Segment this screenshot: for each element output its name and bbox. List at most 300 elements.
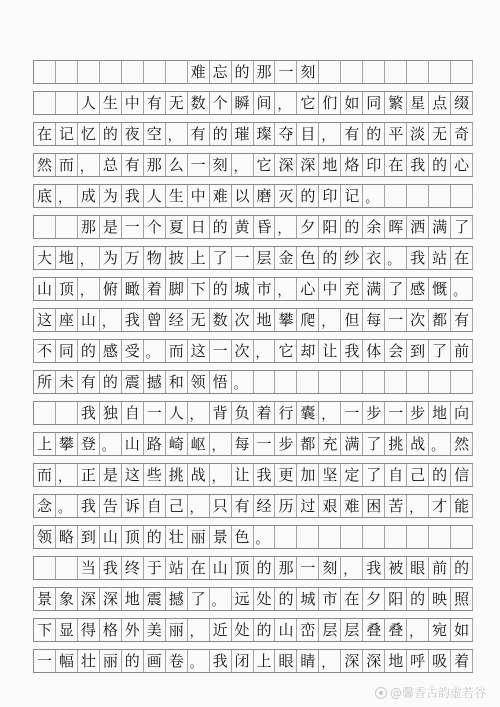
grid-cell-empty xyxy=(319,61,341,83)
grid-cell: 我 xyxy=(210,650,232,672)
grid-cell: 一 xyxy=(232,247,254,269)
grid-row xyxy=(33,308,473,332)
grid-cell-empty xyxy=(363,61,385,83)
grid-cell-empty xyxy=(407,526,429,548)
grid-cell-empty xyxy=(275,371,297,393)
grid-cell: 然 xyxy=(451,433,473,455)
grid-row xyxy=(33,432,473,456)
grid-cell: 那 xyxy=(275,557,297,579)
grid-cell: 山 xyxy=(210,557,232,579)
grid-cell: ， xyxy=(254,340,276,362)
grid-cell: 挑 xyxy=(166,464,188,486)
grid-cell: ， xyxy=(319,650,341,672)
grid-cell: 。 xyxy=(451,278,473,300)
grid-cell: 有 xyxy=(232,495,254,517)
grid-cell: 经 xyxy=(254,495,276,517)
grid-cell-empty xyxy=(56,216,78,238)
grid-cell: 自 xyxy=(385,464,407,486)
grid-cell: 次 xyxy=(407,309,429,331)
grid-cell: 山 xyxy=(100,526,122,548)
grid-cell: 夕 xyxy=(297,216,319,238)
grid-cell-empty xyxy=(429,526,451,548)
grid-cell: 如 xyxy=(341,92,363,114)
grid-cell: 无 xyxy=(188,309,210,331)
grid-cell: 一 xyxy=(341,402,363,424)
grid-cell: 向 xyxy=(451,402,473,424)
grid-cell: 了 xyxy=(385,278,407,300)
grid-cell: 我 xyxy=(363,557,385,579)
grid-cell: 了 xyxy=(363,433,385,455)
grid-cell: 总 xyxy=(100,154,122,176)
grid-cell: 大 xyxy=(34,247,56,269)
grid-cell: 么 xyxy=(166,154,188,176)
grid-cell: 丽 xyxy=(166,619,188,641)
grid-cell-empty xyxy=(56,92,78,114)
grid-cell: 当 xyxy=(78,557,100,579)
grid-cell: 的 xyxy=(275,588,297,610)
grid-cell: 纱 xyxy=(341,247,363,269)
grid-cell: ， xyxy=(319,402,341,424)
grid-cell: 映 xyxy=(429,588,451,610)
grid-cell-empty xyxy=(429,185,451,207)
grid-cell: 。 xyxy=(232,371,254,393)
grid-cell: 顶 xyxy=(232,557,254,579)
grid-row xyxy=(33,91,473,115)
grid-cell: 象 xyxy=(56,588,78,610)
grid-cell: 独 xyxy=(100,402,122,424)
grid-row xyxy=(33,339,473,363)
grid-cell: ， xyxy=(188,402,210,424)
grid-cell: 感 xyxy=(100,340,122,362)
grid-cell: 。 xyxy=(429,433,451,455)
grid-cell: 繁 xyxy=(385,92,407,114)
grid-cell: 处 xyxy=(254,588,276,610)
grid-cell: 过 xyxy=(297,495,319,517)
grid-cell: 地 xyxy=(254,309,276,331)
grid-cell-empty xyxy=(56,557,78,579)
grid-row xyxy=(33,153,473,177)
grid-cell-empty xyxy=(407,185,429,207)
grid-cell: 只 xyxy=(210,495,232,517)
grid-cell: 璀 xyxy=(232,123,254,145)
grid-cell: 的 xyxy=(232,61,254,83)
grid-cell: 一 xyxy=(254,433,276,455)
grid-cell: 艰 xyxy=(319,495,341,517)
grid-cell: 刻 xyxy=(210,154,232,176)
grid-cell: 的 xyxy=(254,557,276,579)
grid-cell: 满 xyxy=(363,278,385,300)
grid-cell: 层 xyxy=(319,619,341,641)
grid-cell: 如 xyxy=(451,619,473,641)
grid-cell: 显 xyxy=(56,619,78,641)
grid-row xyxy=(33,122,473,146)
grid-cell: 层 xyxy=(341,619,363,641)
grid-cell: 同 xyxy=(363,92,385,114)
grid-cell: 体 xyxy=(363,340,385,362)
grid-cell: 一 xyxy=(34,650,56,672)
grid-cell: 美 xyxy=(144,619,166,641)
grid-cell: ， xyxy=(100,309,122,331)
grid-cell: 个 xyxy=(210,92,232,114)
grid-cell: 阳 xyxy=(385,588,407,610)
grid-cell: 丽 xyxy=(100,650,122,672)
grid-cell: 所 xyxy=(34,371,56,393)
grid-row xyxy=(33,370,473,394)
grid-cell: 心 xyxy=(451,154,473,176)
grid-cell: 烙 xyxy=(341,154,363,176)
grid-cell: 而 xyxy=(56,154,78,176)
grid-cell-empty xyxy=(363,371,385,393)
grid-cell: 悟 xyxy=(210,371,232,393)
grid-cell: 星 xyxy=(407,92,429,114)
grid-cell: 让 xyxy=(232,464,254,486)
grid-cell: 有 xyxy=(144,92,166,114)
grid-cell: 我 xyxy=(407,247,429,269)
grid-cell: 宛 xyxy=(429,619,451,641)
grid-cell: 而 xyxy=(166,340,188,362)
grid-cell: 闭 xyxy=(232,650,254,672)
grid-cell: 在 xyxy=(385,154,407,176)
grid-cell: 淡 xyxy=(407,123,429,145)
grid-cell: 背 xyxy=(210,402,232,424)
grid-cell: 一 xyxy=(144,402,166,424)
grid-cell: 诉 xyxy=(122,495,144,517)
grid-cell: 难 xyxy=(210,185,232,207)
grid-cell: 中 xyxy=(122,92,144,114)
grid-cell: 叠 xyxy=(385,619,407,641)
grid-row xyxy=(33,184,473,208)
grid-cell-empty xyxy=(297,526,319,548)
grid-cell: 到 xyxy=(78,526,100,548)
grid-cell: 余 xyxy=(363,216,385,238)
grid-cell: 得 xyxy=(78,619,100,641)
grid-cell-empty xyxy=(407,371,429,393)
grid-cell: 在 xyxy=(34,123,56,145)
grid-cell-empty xyxy=(429,61,451,83)
grid-cell: 的 xyxy=(297,185,319,207)
grid-cell: 市 xyxy=(254,278,276,300)
grid-cell-empty xyxy=(100,61,122,83)
grid-cell: 我 xyxy=(100,557,122,579)
grid-cell: 底 xyxy=(34,185,56,207)
grid-cell: 人 xyxy=(78,92,100,114)
grid-cell: 山 xyxy=(34,278,56,300)
grid-cell: 夜 xyxy=(122,123,144,145)
grid-cell: 充 xyxy=(341,278,363,300)
grid-cell-empty xyxy=(407,61,429,83)
grid-cell: 俯 xyxy=(100,278,122,300)
grid-cell-empty xyxy=(319,371,341,393)
grid-cell: 深 xyxy=(341,650,363,672)
grid-cell: 生 xyxy=(100,92,122,114)
grid-cell: 终 xyxy=(122,557,144,579)
grid-cell-empty xyxy=(56,61,78,83)
grid-cell: 未 xyxy=(56,371,78,393)
grid-cell: 而 xyxy=(34,464,56,486)
grid-cell: 那 xyxy=(144,154,166,176)
grid-cell: 有 xyxy=(341,123,363,145)
grid-cell: ， xyxy=(78,154,100,176)
grid-cell: ， xyxy=(319,123,341,145)
grid-cell-empty xyxy=(34,557,56,579)
grid-cell: 深 xyxy=(78,588,100,610)
grid-cell: 日 xyxy=(188,216,210,238)
grid-cell: 呼 xyxy=(407,650,429,672)
grid-cell: 站 xyxy=(166,557,188,579)
grid-cell: 战 xyxy=(188,464,210,486)
grid-cell: 的 xyxy=(100,123,122,145)
grid-cell: 我 xyxy=(254,464,276,486)
grid-cell: 一 xyxy=(385,402,407,424)
grid-cell: 上 xyxy=(34,433,56,455)
grid-cell: 万 xyxy=(122,247,144,269)
grid-cell: 和 xyxy=(166,371,188,393)
grid-cell: 的 xyxy=(100,371,122,393)
grid-cell: 到 xyxy=(407,340,429,362)
grid-cell: 地 xyxy=(56,247,78,269)
grid-cell: 一 xyxy=(385,309,407,331)
grid-cell: ， xyxy=(56,185,78,207)
grid-cell: 目 xyxy=(297,123,319,145)
grid-cell: 上 xyxy=(254,650,276,672)
grid-cell: 都 xyxy=(429,309,451,331)
grid-cell: 山 xyxy=(122,433,144,455)
grid-cell: 外 xyxy=(122,619,144,641)
grid-cell: 那 xyxy=(254,61,276,83)
grid-cell: 夺 xyxy=(275,123,297,145)
grid-cell: 平 xyxy=(385,123,407,145)
grid-cell-empty xyxy=(34,216,56,238)
grid-cell: 撼 xyxy=(166,588,188,610)
grid-cell: 慨 xyxy=(429,278,451,300)
grid-cell: 是 xyxy=(100,464,122,486)
grid-cell: 忘 xyxy=(210,61,232,83)
grid-cell: 叠 xyxy=(363,619,385,641)
grid-cell: 领 xyxy=(188,371,210,393)
grid-cell: 壮 xyxy=(166,526,188,548)
grid-cell: 昏 xyxy=(254,216,276,238)
grid-cell: 一 xyxy=(297,557,319,579)
grid-cell: ， xyxy=(78,247,100,269)
grid-cell: 记 xyxy=(341,185,363,207)
grid-cell: ， xyxy=(275,278,297,300)
grid-cell: 壮 xyxy=(78,650,100,672)
grid-cell: ， xyxy=(275,92,297,114)
grid-cell: 在 xyxy=(451,247,473,269)
grid-cell: 无 xyxy=(429,123,451,145)
grid-cell-empty xyxy=(385,61,407,83)
grid-cell-empty xyxy=(34,402,56,424)
grid-cell-empty xyxy=(78,61,100,83)
grid-cell: 的 xyxy=(254,619,276,641)
grid-cell: 这 xyxy=(188,340,210,362)
grid-cell: 着 xyxy=(451,650,473,672)
grid-cell: 经 xyxy=(166,309,188,331)
grid-cell: 充 xyxy=(319,433,341,455)
grid-cell: 一 xyxy=(188,154,210,176)
grid-cell-empty xyxy=(451,371,473,393)
grid-cell: 磨 xyxy=(254,185,276,207)
grid-cell: 次 xyxy=(232,309,254,331)
grid-cell: 。 xyxy=(100,433,122,455)
grid-cell: 在 xyxy=(188,557,210,579)
grid-cell: 了 xyxy=(210,247,232,269)
grid-cell: 难 xyxy=(188,61,210,83)
grid-cell: 灭 xyxy=(275,185,297,207)
platform-logo-icon xyxy=(375,687,387,699)
grid-cell-empty xyxy=(451,185,473,207)
grid-cell: 爬 xyxy=(297,309,319,331)
grid-cell: 满 xyxy=(341,433,363,455)
grid-cell: 才 xyxy=(429,495,451,517)
grid-cell: 的 xyxy=(407,588,429,610)
watermark-text: @馨香古韵虚若谷 xyxy=(389,686,486,700)
grid-cell: 我 xyxy=(78,495,100,517)
grid-cell: 步 xyxy=(363,402,385,424)
grid-cell: 己 xyxy=(407,464,429,486)
grid-cell: 。 xyxy=(254,526,276,548)
grid-cell: ， xyxy=(188,619,210,641)
grid-cell: 行 xyxy=(275,402,297,424)
grid-cell: 璨 xyxy=(254,123,276,145)
grid-cell: 囊 xyxy=(297,402,319,424)
grid-cell: 奇 xyxy=(451,123,473,145)
grid-cell: 都 xyxy=(297,433,319,455)
grid-cell: 有 xyxy=(78,371,100,393)
grid-cell: 色 xyxy=(232,526,254,548)
grid-cell: 我 xyxy=(341,340,363,362)
grid-cell: 间 xyxy=(254,92,276,114)
grid-cell: 坚 xyxy=(319,464,341,486)
grid-cell: 。 xyxy=(210,588,232,610)
grid-cell: 深 xyxy=(275,154,297,176)
grid-cell-empty xyxy=(34,61,56,83)
grid-cell: ， xyxy=(407,619,429,641)
grid-cell: 为 xyxy=(100,185,122,207)
grid-cell: 略 xyxy=(56,526,78,548)
grid-cell: 远 xyxy=(232,588,254,610)
grid-cell: 的 xyxy=(429,154,451,176)
grid-cell: 难 xyxy=(341,495,363,517)
grid-cell: 了 xyxy=(188,588,210,610)
grid-cell: 画 xyxy=(144,650,166,672)
grid-cell: 印 xyxy=(363,154,385,176)
grid-cell-empty xyxy=(341,61,363,83)
manuscript-grid xyxy=(33,60,473,680)
grid-cell: 我 xyxy=(78,402,100,424)
grid-cell: 心 xyxy=(297,278,319,300)
grid-cell: 瞬 xyxy=(232,92,254,114)
grid-cell-empty xyxy=(34,92,56,114)
grid-cell: 我 xyxy=(122,185,144,207)
grid-cell: 。 xyxy=(188,650,210,672)
grid-cell: 却 xyxy=(297,340,319,362)
grid-cell: 信 xyxy=(451,464,473,486)
grid-cell: 步 xyxy=(275,433,297,455)
grid-row xyxy=(33,556,473,580)
grid-cell: 我 xyxy=(407,154,429,176)
grid-cell: 感 xyxy=(407,278,429,300)
grid-row xyxy=(33,525,473,549)
grid-cell: 生 xyxy=(166,185,188,207)
grid-cell: 深 xyxy=(297,154,319,176)
grid-cell: 成 xyxy=(78,185,100,207)
grid-cell: 顶 xyxy=(122,526,144,548)
grid-cell: ， xyxy=(210,464,232,486)
grid-cell: 记 xyxy=(56,123,78,145)
grid-row xyxy=(33,215,473,239)
grid-cell: 物 xyxy=(144,247,166,269)
grid-cell: 。 xyxy=(363,185,385,207)
grid-cell: 地 xyxy=(319,154,341,176)
grid-cell: 晖 xyxy=(385,216,407,238)
grid-cell: 下 xyxy=(188,278,210,300)
grid-cell: ， xyxy=(166,123,188,145)
grid-cell: 披 xyxy=(166,247,188,269)
grid-cell: 吸 xyxy=(429,650,451,672)
grid-cell: 缀 xyxy=(451,92,473,114)
grid-cell: 睛 xyxy=(297,650,319,672)
grid-cell-empty xyxy=(297,371,319,393)
grid-cell: 的 xyxy=(122,650,144,672)
grid-cell: 人 xyxy=(166,402,188,424)
grid-cell: 同 xyxy=(56,340,78,362)
grid-cell: 印 xyxy=(319,185,341,207)
grid-cell: 的 xyxy=(210,278,232,300)
grid-cell: 的 xyxy=(210,123,232,145)
grid-cell-empty xyxy=(275,526,297,548)
grid-cell: 于 xyxy=(144,557,166,579)
grid-cell: 更 xyxy=(275,464,297,486)
grid-cell: 个 xyxy=(144,216,166,238)
grid-cell: 黄 xyxy=(232,216,254,238)
grid-cell: 。 xyxy=(56,495,78,517)
grid-cell: 己 xyxy=(166,495,188,517)
grid-cell: 告 xyxy=(100,495,122,517)
grid-cell: 景 xyxy=(34,588,56,610)
grid-cell: 是 xyxy=(100,216,122,238)
grid-cell: 撼 xyxy=(144,371,166,393)
grid-cell: ， xyxy=(275,216,297,238)
grid-cell: 无 xyxy=(166,92,188,114)
grid-cell: 数 xyxy=(188,92,210,114)
grid-cell: 眼 xyxy=(275,650,297,672)
grid-cell: 的 xyxy=(429,464,451,486)
grid-cell: 受 xyxy=(122,340,144,362)
grid-cell: 阳 xyxy=(319,216,341,238)
grid-row xyxy=(33,401,473,425)
grid-row xyxy=(33,277,473,301)
grid-cell-empty xyxy=(451,526,473,548)
grid-cell: 了 xyxy=(363,464,385,486)
grid-cell: 这 xyxy=(122,464,144,486)
grid-cell: 自 xyxy=(144,495,166,517)
grid-cell: 上 xyxy=(188,247,210,269)
grid-cell: 但 xyxy=(341,309,363,331)
grid-cell: 市 xyxy=(319,588,341,610)
grid-cell: 地 xyxy=(122,588,144,610)
grid-cell: 自 xyxy=(122,402,144,424)
grid-cell: 岖 xyxy=(188,433,210,455)
grid-cell: ， xyxy=(341,557,363,579)
grid-cell: 顶 xyxy=(56,278,78,300)
grid-cell: 历 xyxy=(275,495,297,517)
grid-cell: 前 xyxy=(429,557,451,579)
grid-cell-empty xyxy=(363,526,385,548)
grid-cell-empty xyxy=(341,371,363,393)
grid-cell: 点 xyxy=(429,92,451,114)
grid-cell: 然 xyxy=(34,154,56,176)
